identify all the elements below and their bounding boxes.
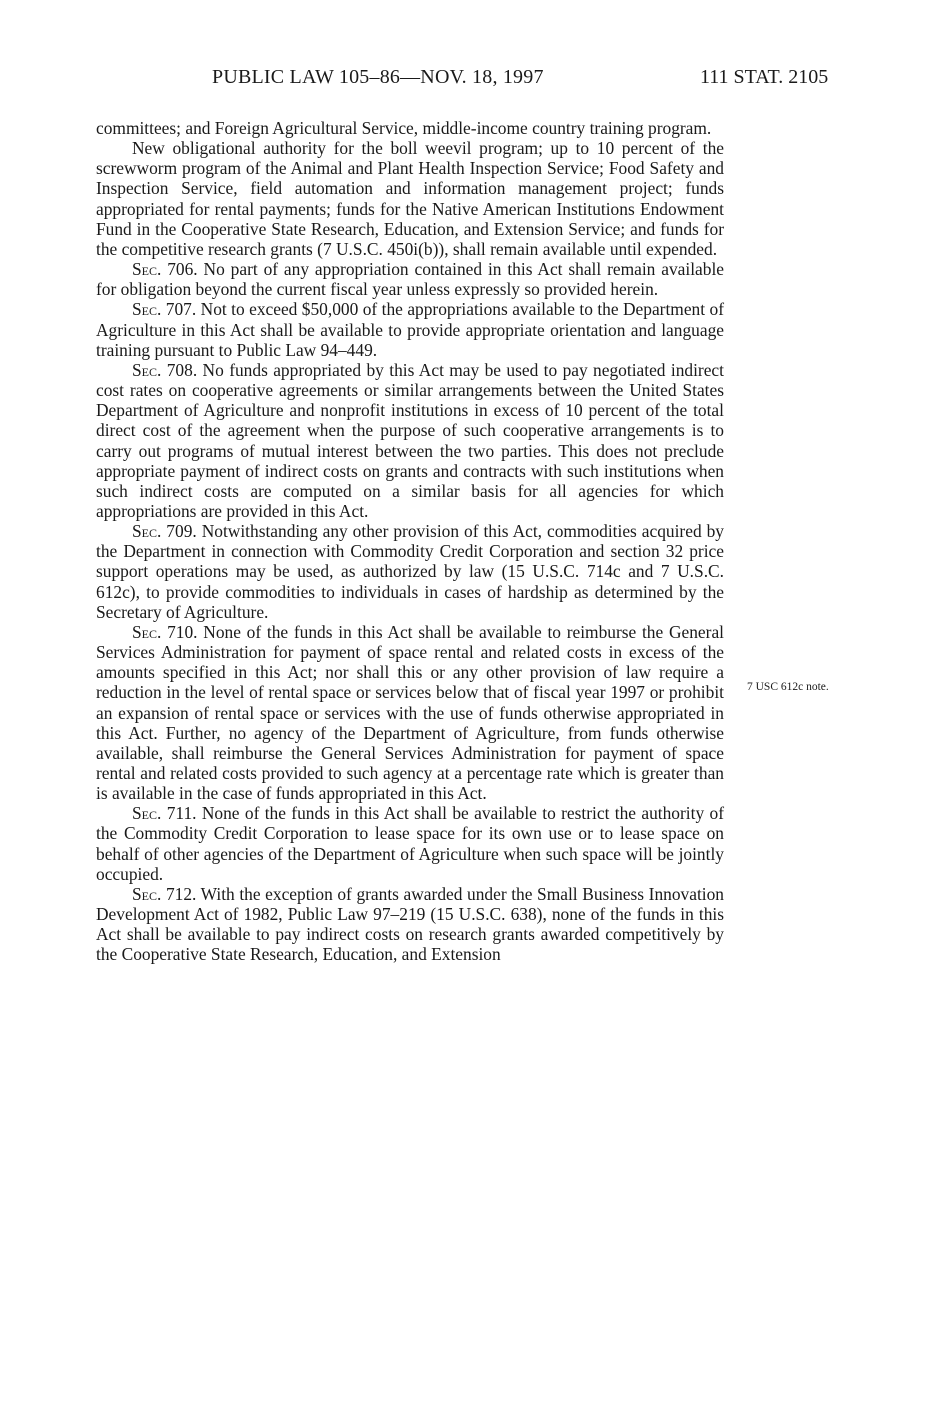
section-712 <box>96 884 724 965</box>
section-708 <box>96 360 724 521</box>
paragraph-text: None of the funds in this Act shall be available to reimburse the General Services Administration for payment of space rental and related costs in excess of the amounts specified in this Act; nor shall this or any other provision of law require a reduction in the level of rental space or services below that of fiscal year 1997 or prohibit an expansion of rental space or services with the use of funds otherwise appropriated in this Act. Further, no agency of the Department of Agriculture, from funds otherwise available, shall reimburse the General Services Administration for payment of space rental and related costs provided to such agency at a percentage rate which is greater than is available in the case of funds appropriated in this Act. <box>96 621 724 804</box>
section-label: Sec. 706. <box>132 259 198 280</box>
paragraph-text: Notwithstanding any other provision of this Act, commodities acquired by the Department in connection with Commodity Credit Corporation and section 32 price support operations may be used, as authorized by law (15 U.S.C. 714c and 7 U.S.C. 612c), to provide commodities to individuals in cases of hardship as determined by the Secretary of Agriculture. <box>96 521 724 622</box>
section-label: Sec. 707. <box>132 299 197 320</box>
section-711 <box>96 803 724 884</box>
paragraph-text: No funds appropriated by this Act may be used to pay negotiated indirect cost rates on cooperative agreements or similar arrangements between the United States Department of Agriculture and nonprofit institutions in excess of 10 percent of the total direct cost of the agreement when the purpose of such cooperative arrangements is to carry out programs of mutual interest between the two parties. This does not preclude appropriate payment of indirect costs on grants and contracts with such institutions when such indirect costs are computed on a similar basis for all agencies for which appropriations are provided in this Act. <box>96 359 724 521</box>
section-label: Sec. 708. <box>132 359 198 380</box>
section-706 <box>96 259 724 299</box>
section-label: Sec. 711. <box>132 803 197 824</box>
running-head: PUBLIC LAW 105–86—NOV. 18, 1997 <box>212 66 544 88</box>
section-label: Sec. 710. <box>132 621 198 642</box>
statute-page-reference: 111 STAT. 2105 <box>700 66 829 88</box>
paragraph-continuation <box>96 118 724 138</box>
paragraph-text: None of the funds in this Act shall be available to restrict the authority of the Commodity Credit Corporation to lease space for its own use or to lease space on behalf of other agencies of the Department of Agriculture when such space will be jointly occupied. <box>96 803 724 884</box>
paragraph-obligational-authority <box>96 138 724 259</box>
paragraph-text: Not to exceed $50,000 of the appropriations available to the Department of Agriculture in this Act shall be available to provide appropriate orientation and language training pursuant to Public Law 94–449. <box>96 299 724 360</box>
section-709 <box>96 521 724 622</box>
paragraph-text: New obligational authority for the boll weevil program; up to 10 percent of the screwworm program of the Animal and Plant Health Inspection Service; Food Safety and Inspection Service, field automation and information management project; funds appropriated for rental payments; funds for the Native American Institutions Endowment Fund in the Cooperative State Research, Education, and Extension Service; and funds for the competitive research grants (7 U.S.C. 450i(b)), shall remain available until expended. <box>96 138 724 259</box>
section-710 <box>96 622 724 803</box>
paragraph-text: committees; and Foreign Agricultural Service, middle-income country training program. <box>96 118 712 138</box>
section-label: Sec. 709. <box>132 521 197 542</box>
margin-note: 7 USC 612c note. <box>747 681 829 693</box>
paragraph-text: With the exception of grants awarded under the Small Business Innovation Development Act of 1982, Public Law 97–219 (15 U.S.C. 638), none of the funds in this Act shall be available to pay indirect costs on research grants awarded competitively by the Cooperative State Research, Education, and Extension <box>96 883 724 965</box>
section-label: Sec. 712. <box>132 883 197 904</box>
section-707 <box>96 299 724 359</box>
body-text <box>96 118 724 965</box>
paragraph-text: No part of any appropriation contained in this Act shall remain available for obligation beyond the current fiscal year unless expressly so provided herein. <box>96 259 724 300</box>
